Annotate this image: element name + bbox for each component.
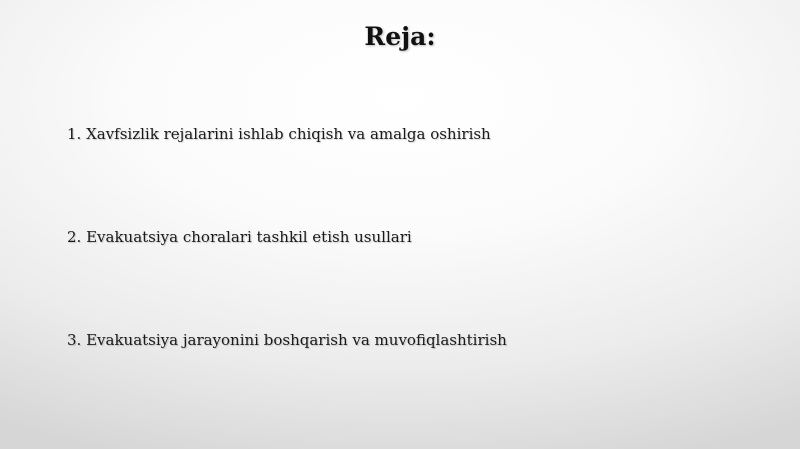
plan-item-3: 3. Evakuatsiya jarayonini boshqarish va muvofiqlashtirish xyxy=(67,331,507,349)
plan-item-1: 1. Xavfsizlik rejalarini ishlab chiqish va amalga oshirish xyxy=(67,125,491,143)
plan-item-2: 2. Evakuatsiya choralari tashkil etish usullari xyxy=(67,228,412,246)
slide-title: Reja: xyxy=(364,22,436,51)
